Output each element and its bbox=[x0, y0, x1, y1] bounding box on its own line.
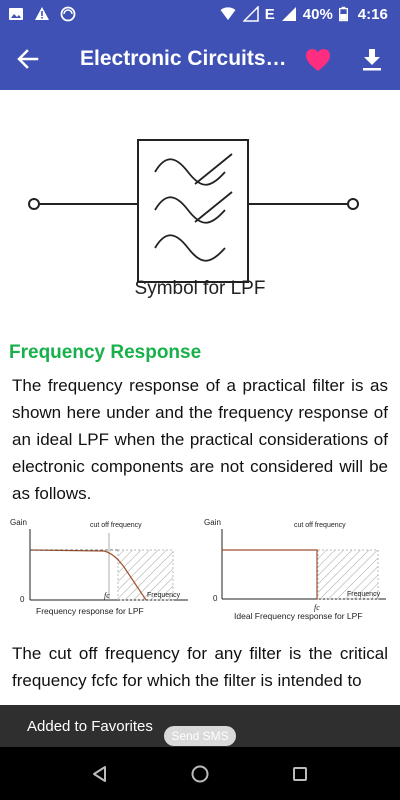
cutoff-label: cut off frequency bbox=[294, 522, 346, 529]
x-axis-label: Frequency bbox=[347, 591, 381, 598]
status-right bbox=[219, 6, 392, 23]
back-button[interactable] bbox=[0, 28, 56, 90]
nav-back-icon bbox=[91, 765, 107, 783]
paragraph-2: The cut off frequency for any filter is the critical frequency fcfc for which the filter is intended to bbox=[12, 644, 388, 690]
app-bar bbox=[0, 28, 400, 90]
fc-label: fc bbox=[314, 603, 320, 612]
status-bar bbox=[0, 0, 400, 28]
download-button[interactable] bbox=[354, 42, 390, 78]
paragraph-1: The frequency response of a practical filter is as shown here under and the frequency response of an ideal LPF when the practical considerations of electronic components are not considered will be as follows. bbox=[12, 376, 388, 503]
heart-icon bbox=[305, 48, 331, 72]
wifi-icon bbox=[219, 6, 237, 22]
nav-home-icon bbox=[190, 764, 210, 784]
alert-icon bbox=[34, 6, 50, 22]
send-sms-button[interactable]: Send SMS bbox=[164, 726, 236, 746]
clock: 4:16 bbox=[357, 5, 388, 23]
page-title: Electronic Circuits… bbox=[80, 47, 287, 70]
navigation-bar bbox=[0, 747, 400, 800]
practical-response-graph bbox=[6, 515, 192, 627]
x-axis-label: Frequency bbox=[147, 592, 181, 599]
y-axis-label: Gain bbox=[204, 518, 221, 527]
ideal-response-graph bbox=[200, 515, 390, 627]
battery-percent: 40% bbox=[302, 5, 333, 23]
fc-label: fc bbox=[104, 591, 110, 600]
toast-text: Added to Favorites bbox=[27, 717, 153, 735]
origin-label: 0 bbox=[213, 594, 218, 603]
graph-caption: Ideal Frequency response for LPF bbox=[234, 611, 363, 621]
section-heading: Frequency Response bbox=[9, 342, 202, 363]
image-icon bbox=[8, 6, 24, 22]
arrow-left-icon bbox=[17, 48, 39, 70]
y-axis-label: Gain bbox=[10, 518, 27, 527]
favorite-button[interactable] bbox=[300, 42, 336, 78]
origin-label: 0 bbox=[20, 595, 25, 604]
article-content bbox=[0, 90, 400, 750]
status-left bbox=[8, 6, 76, 22]
signal-icon-2 bbox=[281, 6, 297, 22]
nav-home-button[interactable] bbox=[187, 761, 213, 787]
nav-recents-icon bbox=[292, 766, 308, 782]
filter-box bbox=[138, 140, 248, 282]
symbol-caption: Symbol for LPF bbox=[134, 278, 266, 299]
download-icon bbox=[361, 48, 383, 72]
nav-back-button[interactable] bbox=[86, 761, 112, 787]
battery-icon bbox=[339, 6, 348, 22]
input-terminal bbox=[29, 199, 39, 209]
response-curve bbox=[222, 550, 317, 599]
graph-caption: Frequency response for LPF bbox=[36, 606, 144, 616]
network-type: E bbox=[264, 5, 275, 23]
output-terminal bbox=[348, 199, 358, 209]
cutoff-label: cut off frequency bbox=[90, 522, 142, 529]
signal-icon bbox=[243, 6, 259, 22]
nav-recents-button[interactable] bbox=[287, 761, 313, 787]
sync-icon bbox=[60, 6, 76, 22]
